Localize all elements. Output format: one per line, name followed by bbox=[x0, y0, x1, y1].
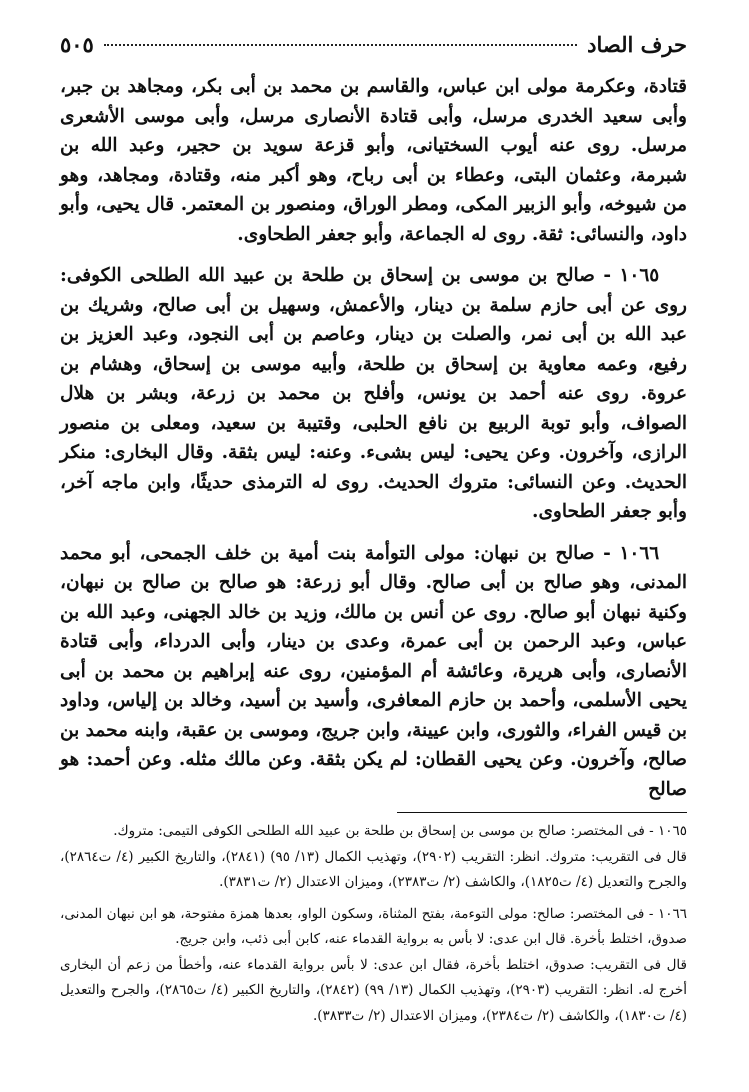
entry-text: صالح بن موسى بن إسحاق بن طلحة بن عبيد الله الطلحى الكوفى: روى عن أبى حازم سلمة بن دينار، والأعمش، وسهيل بن أبى صالح، وشريك بن عبد الله بن أبى نمر، والصلت بن دينار، وعاصم بن أبى النجود، وعبد العزيز بن رفيع، وعمه معاوية بن إسحاق بن طلحة، وأبيه موسى بن إسحاق، وهشام بن عروة. روى عنه أحمد بن يونس، وأفلح بن محمد بن زرعة، وبشر بن هلال الصواف، وأبو توبة الربيع بن نافع الحلبى، وقتيبة بن سعيد، ومعلى بن منصور الرازى، وآخرون. وعن يحيى: ليس بشىء. وعنه: ليس بثقة. وقال البخارى: منكر الحديث. وعن النسائى: متروك الحديث. روى له الترمذى حديثًا، وابن ماجه آخر، وأبو جعفر الطحاوى. bbox=[60, 265, 687, 522]
entry-1066 bbox=[60, 539, 687, 805]
header-dotted-leader bbox=[104, 44, 577, 46]
chapter-title: حرف الصاد bbox=[587, 32, 687, 57]
entry-1065 bbox=[60, 261, 687, 527]
footnote-1065-references: قال فى التقريب: متروك. انظر: التقريب (٢٩٠٢)، وتهذيب الكمال (١٣/ ٩٥) (٢٨٤١)، والتاريخ الكبير (٤/ ت٢٨٦٤)، والجرح والتعديل (٤/ ت١٨٢٥)، والكاشف (٢/ ت٢٣٨٣)، وميزان الاعتدال (٢/ ت٣٨٣١). bbox=[60, 848, 687, 890]
footnote-divider bbox=[397, 812, 687, 813]
main-text bbox=[60, 72, 687, 804]
running-header bbox=[60, 32, 687, 72]
continued-paragraph: قتادة، وعكرمة مولى ابن عباس، والقاسم بن محمد بن أبى بكر، ومجاهد بن جبر، وأبى سعيد الخدرى مرسل، وأبى قتادة الأنصارى مرسل، وأبى موسى الأشعرى مرسل. روى عنه أيوب السختيانى، وأبو قزعة سويد بن حجير، وعبد الله بن شبرمة، وعثمان البتى، وعطاء بن أبى رباح، وهو أكبر منه، وقتادة، ومجاهد، وهو من شيوخه، وأبو الزبير المكى، ومطر الوراق، ومنصور بن المعتمر. قال يحيى، وأبو داود، والنسائى: ثقة. روى له الجماعة، وأبو جعفر الطحاوى. bbox=[60, 76, 687, 245]
entry-number: ١٠٦٥ - bbox=[603, 265, 660, 286]
entry-text: صالح بن نبهان: مولى التوأمة بنت أمية بن خلف الجمحى، أبو محمد المدنى، وهو صالح بن أبى صالح. وقال أبو زرعة: هو صالح بن صالح بن نبهان، وكنية نبهان أبو صالح. روى عن أنس بن مالك، وزيد بن خالد الجهنى، وعبد الله بن عباس، وعبد الرحمن بن أبى عمرة، وعدى بن دينار، وأبى الدرداء، وأبى قتادة الأنصارى، وأبى هريرة، وعائشة أم المؤمنين، روى عنه إبراهيم بن محمد بن أبى يحيى الأسلمى، وأحمد بن حازم المعافرى، وأسيد بن أسيد، وخالد بن إلياس، وداود بن قيس الفراء، والثورى، وابن عيينة، وابن جريج، وموسى بن عقبة، وابنه محمد بن صالح، وآخرون. وعن يحيى القطان: لم يكن بثقة. وعن مالك مثله. وعن أحمد: هو صالح bbox=[60, 542, 687, 800]
footnotes bbox=[60, 819, 687, 1029]
page-number: ٥٠٥ bbox=[60, 32, 94, 57]
footnote-1066-summary: ١٠٦٦ - فى المختصر: صالح: مولى التوءمة، بفتح المثناة، وسكون الواو، بعدها همزة مفتوحة، هو ابن نبهان المدنى، صدوق، اختلط بأخرة. قال ابن عدى: لا بأس به برواية القدماء عنه، كابن أبى ذئب، وابن جريج. bbox=[60, 905, 687, 947]
footnote-1065-summary: ١٠٦٥ - فى المختصر: صالح بن موسى بن إسحاق بن طلحة بن عبيد الله الطلحى الكوفى التيمى: متروك. bbox=[113, 823, 687, 839]
footnote-1066-references: قال فى التقريب: صدوق، اختلط بأخرة، فقال ابن عدى: لا بأس برواية القدماء عنه، وأخطأ من زعم أن البخارى أخرج له. انظر: التقريب (٢٩٠٣)، وتهذيب الكمال (١٣/ ٩٩) (٢٨٤٢)، والتاريخ الكبير (٤/ ت٢٨٦٥)، والجرح والتعديل (٤/ ت١٨٣٠)، والكاشف (٢/ ت٢٣٨٤)، وميزان الاعتدال (٢/ ت٣٨٣٣). bbox=[60, 956, 687, 1024]
entry-number: ١٠٦٦ - bbox=[603, 542, 660, 564]
